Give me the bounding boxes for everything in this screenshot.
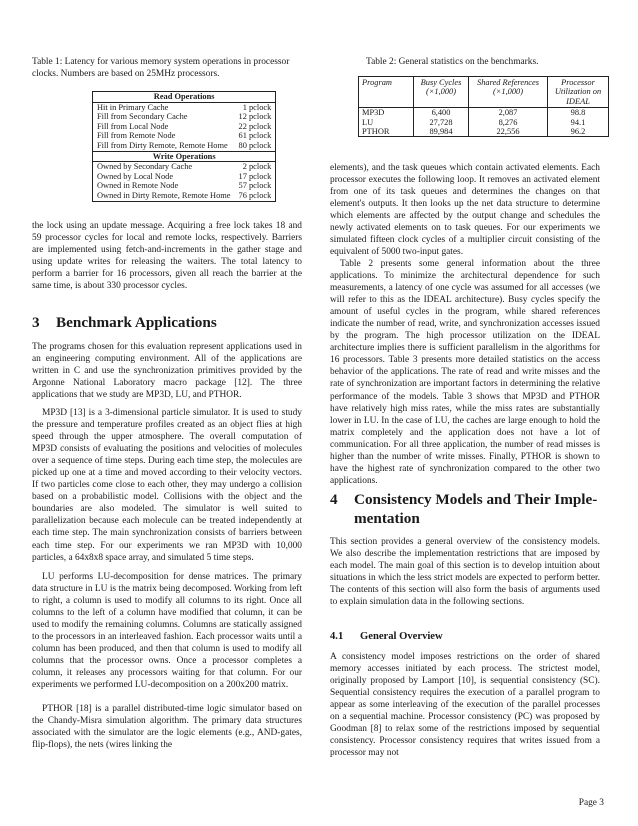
table-header: Shared References (×1,000) — [469, 77, 548, 108]
paragraph-elements: elements), and the task queues which contain activated elements. Each processor executes the following loop. It removes an activated element from one of its task queues and determines the changes on that element's outputs. It then looks up the net data structure to determine which elements are affected by the output change and schedules the newly activated elements on to task queues. For our experiments we simulated fifteen clock cycles of a multiplier circuit consisting of the equivalent of 5000 two-input gates. — [330, 163, 600, 258]
table-row: Fill from Secondary Cache 12 pclock — [93, 112, 276, 122]
paragraph-lu: LU performs LU-decomposition for dense matrices. The primary data structure in LU is the matrix being decomposed. Working from left to right, a column is used to modify all columns to its right. Once all columns to the left of a column have modified that column, it can be used to modify the remaining columns. Columns are statically assigned to the processors in an interleaved fashion. Each processor waits until a column has been produced, and then that column is used to modify all columns that the processor owns. Once a processor completes a column, it releases any processors waiting for that column. For our experiments we performed LU-decomposition on a 200x200 matrix. — [32, 572, 302, 691]
table1-write-header: Write Operations — [93, 151, 276, 162]
subsection-4-1-heading — [330, 630, 443, 643]
table-header: Busy Cycles (×1,000) — [414, 77, 469, 108]
table-row: MP3D 6,400 2,087 98.8 — [359, 108, 609, 118]
section-title: Benchmark Applications — [56, 314, 217, 331]
table-row: LU 27,728 8,276 94.1 — [359, 118, 609, 127]
page-number: Page 3 — [578, 798, 604, 808]
table2-caption: Table 2: General statistics on the benchmarks. — [366, 57, 539, 67]
table-row: Owned by Local Node 17 pclock — [93, 172, 276, 182]
table-row: Fill from Local Node 22 pclock — [93, 122, 276, 132]
subsection-number: 4.1 — [330, 631, 344, 642]
section-3-heading — [32, 313, 217, 332]
table-header: Program — [359, 77, 414, 108]
section-title-continued: mentation — [354, 510, 420, 527]
table-row: Fill from Remote Node 61 pclock — [93, 131, 276, 141]
paragraph-section4: This section provides a general overview of the consistency models. We also describe the implementation restrictions that are imposed by each model. The main goal of this section is to develop intuition about situations in which the less strict models are expected to perform better. The contents of this section will also form the basis of arguments used to explain simulation data in the following sections. — [330, 537, 600, 608]
section-title: Consistency Models and Their Imple- — [354, 491, 598, 508]
table1-latency — [92, 91, 276, 202]
paragraph-4-1: A consistency model imposes restrictions on the order of shared memory accesses initiated by each process. The strictest model, originally proposed by Lamport [10], is sequential consistency (SC). Sequential consistency requires the execution of a parallel program to appear as some interleaving of the execution of the parallel processes on a sequential machine. Processor consistency (PC) was proposed by Goodman [8] to relax some of the restrictions imposed by sequential consistency. Processor consistency requires that writes issued from a processor may not — [330, 652, 600, 759]
section-number: 4 — [330, 491, 338, 508]
table1-read-header: Read Operations — [93, 92, 276, 103]
subsection-title: General Overview — [360, 631, 443, 642]
table-row: Fill from Dirty Remote, Remote Home 80 pclock — [93, 141, 276, 151]
table-row: Owned in Remote Node 57 pclock — [93, 181, 276, 191]
table2-statistics — [358, 76, 609, 137]
table-row: Owned in Dirty Remote, Remote Home 76 pclock — [93, 191, 276, 201]
paragraph-pthor: PTHOR [18] is a parallel distributed-time logic simulator based on the Chandy-Misra simulation algorithm. The primary data structures associated with the simulator are the logic elements (e.g., AND-gates, flip-flops), the nets (wires linking the — [32, 704, 302, 751]
paragraph-table2-discussion: Table 2 presents some general information about the three applications. To minimize the architectural dependence for such measurements, a latency of one cycle was assumed for all accesses (we will refer to this as the IDEAL architecture). Busy cycles specify the amount of useful cycles in the program, while shared references indicate the number of read, write, and synchronization accesses issued by the program. The high processor utilization on the IDEAL architecture implies there is sufficient parallelism in the algorithms for 16 processors. Table 3 presents more detailed statistics on the access behavior of the applications. The rate of read and write misses and the rate of synchronization are important factors in determining the relative performance of the models. Table 3 shows that MP3D and PTHOR have relatively high miss rates, while the miss rates are substantially lower in LU. In the case of LU, the caches are large enough to hold the matrix completely and the application does not have a lot of communication. For all three application, the number of read misses is higher than the number of write misses. Finally, PTHOR is shown to have the highest rate of synchronization compared to the other two applications. — [330, 259, 600, 486]
section-4-heading — [330, 490, 600, 528]
table-row: Hit in Primary Cache 1 pclock — [93, 102, 276, 112]
paragraph-intro: The programs chosen for this evaluation represent applications used in an engineering computing environment. All of the applications are written in C and use the synchronization primitives provided by the Argonne National Laboratory macro package [12]. The three applications that we study are MP3D, LU, and PTHOR. — [32, 342, 302, 401]
table-row: Owned by Secondary Cache 2 pclock — [93, 162, 276, 172]
table-row: PTHOR 89,984 22,556 96.2 — [359, 127, 609, 137]
section-number: 3 — [32, 314, 40, 331]
table-header: Processor Utilization on IDEAL — [548, 77, 609, 108]
paragraph-barrier: the lock using an update message. Acquiring a free lock takes 18 and 59 processor cycles for local and remote locks, respectively. Barriers are implemented using fetch-and-increments in the gather stage and using update writes for releasing the waiters. The total latency to perform a barrier for 16 processors, given all reach the barrier at the same time, is about 330 processor cycles. — [32, 221, 302, 292]
paragraph-mp3d: MP3D [13] is a 3-dimensional particle simulator. It is used to study the pressure and temperature profiles created as an object flies at high speed through the upper atmosphere. The overall computation of MP3D consists of evaluating the positions and velocities of molecules over a sequence of time steps. During each time step, the molecules are picked up one at a time and moved according to their velocity vectors. If two particles come close to each other, they may undergo a collision based on a probabilistic model. Collisions with the object and the boundaries are also modeled. The simulator is well suited to parallelization because each molecule can be treated independently at each time step. The main synchronization consists of barriers between each time step. For our experiments we ran MP3D with 10,000 particles, a 64x8x8 space array, and simulated 5 time steps. — [32, 408, 302, 563]
table1-caption: Table 1: Latency for various memory system operations in processor clocks. Numbers are based on 25MHz processors. — [32, 57, 290, 79]
